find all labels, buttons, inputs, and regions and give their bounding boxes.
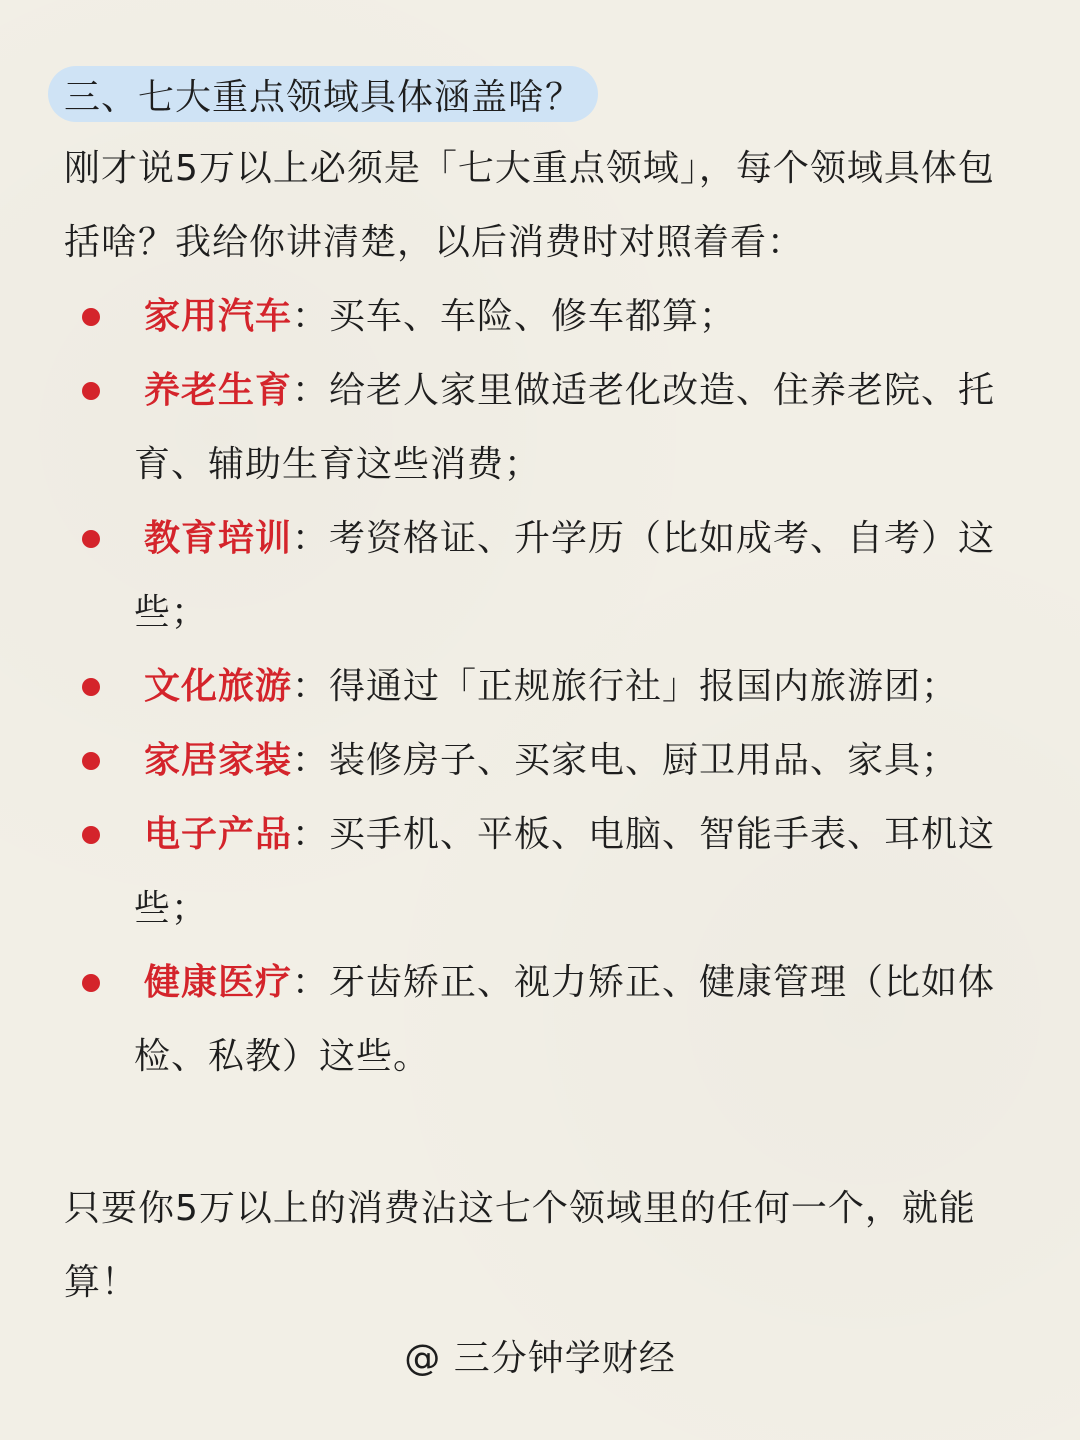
bullet-dot-icon bbox=[82, 382, 100, 400]
list-item bbox=[134, 502, 1024, 650]
heading-highlight bbox=[48, 66, 598, 122]
item-description: ：考资格证、升学历（比如成考、自考）这些； bbox=[134, 518, 996, 633]
item-term: 养老生育 bbox=[144, 370, 293, 411]
list-item bbox=[134, 798, 1024, 946]
item-description: ：买手机、平板、电脑、智能手表、耳机这些； bbox=[134, 814, 996, 929]
item-term: 家居家装 bbox=[144, 740, 293, 781]
item-term: 文化旅游 bbox=[144, 666, 293, 707]
bullet-dot-icon bbox=[82, 678, 100, 696]
bullet-dot-icon bbox=[82, 974, 100, 992]
bullet-dot-icon bbox=[82, 752, 100, 770]
conclusion-paragraph: 只要你5万以上的消费沾这七个领域里的任何一个，就能算！ bbox=[64, 1188, 976, 1303]
item-description: ：牙齿矫正、视力矫正、健康管理（比如体检、私教）这些。 bbox=[134, 962, 996, 1077]
list-item bbox=[134, 724, 1024, 798]
author-watermark: @ 三分钟学财经 bbox=[404, 1338, 676, 1379]
item-description: ：给老人家里做适老化改造、住养老院、托育、辅助生育这些消费； bbox=[134, 370, 996, 485]
section-heading: 三、七大重点领域具体涵盖啥？ bbox=[64, 76, 583, 118]
item-description: ：得通过「正规旅行社」报国内旅游团； bbox=[292, 666, 959, 707]
list-item bbox=[134, 280, 1024, 354]
list-item bbox=[134, 946, 1024, 1094]
item-term: 电子产品 bbox=[144, 814, 293, 855]
intro-paragraph: 刚才说5万以上必须是「七大重点领域」，每个领域具体包括啥？我给你讲清楚，以后消费时对照着看： bbox=[64, 148, 995, 263]
item-term: 教育培训 bbox=[144, 518, 293, 559]
bullet-dot-icon bbox=[82, 308, 100, 326]
item-term: 家用汽车 bbox=[144, 296, 293, 337]
item-description: ：装修房子、买家电、厨卫用品、家具； bbox=[292, 740, 959, 781]
item-term: 健康医疗 bbox=[144, 962, 293, 1003]
list-item bbox=[134, 650, 1024, 724]
bullet-dot-icon bbox=[82, 826, 100, 844]
list-item bbox=[134, 354, 1024, 502]
bullet-dot-icon bbox=[82, 530, 100, 548]
item-description: ：买车、车险、修车都算； bbox=[292, 296, 737, 337]
